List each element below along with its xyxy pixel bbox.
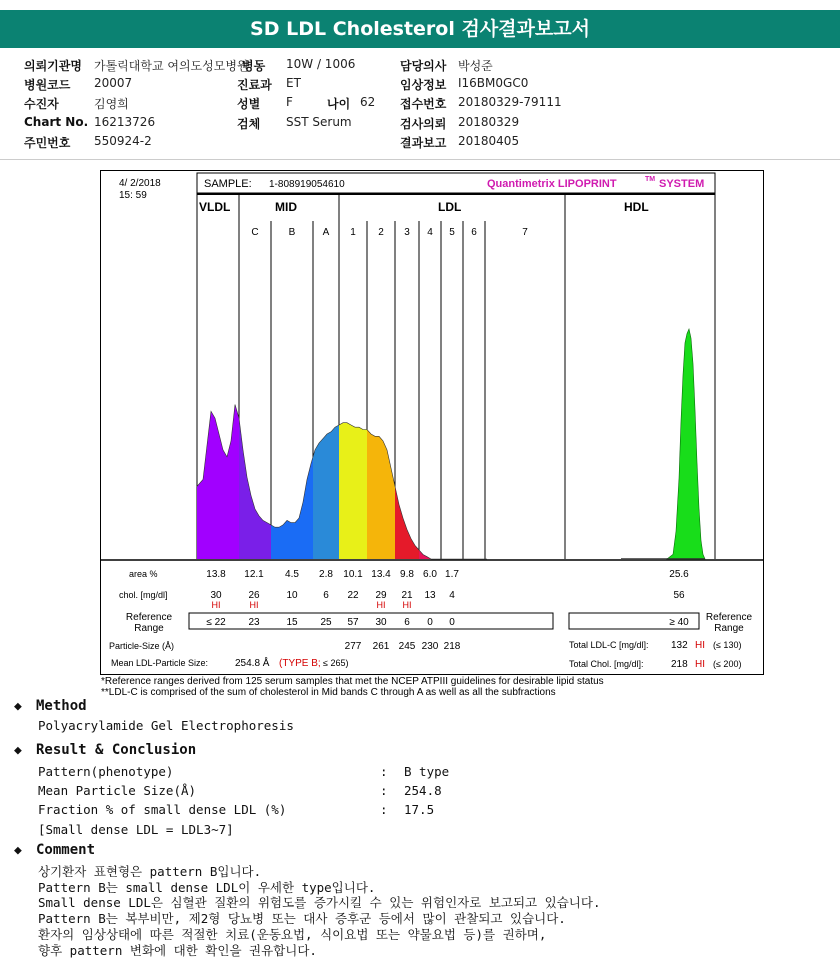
hi-flag: HI [402,600,412,610]
chart-footnotes [101,676,604,698]
method-title: Method [36,698,87,714]
ldl2-area [367,430,395,560]
hdl-peak [667,329,705,559]
comment-title: Comment [36,842,96,858]
total-chol-value: 218 [671,659,688,670]
area-pct-cell: 25.6 [669,569,689,580]
row-label-ref1-right: Reference [705,612,753,623]
result-label: Fraction % of small dense LDL (%) [38,802,287,817]
mean-size-label: Mean LDL-Particle Size: [111,658,209,668]
hi-flag: HI [376,600,386,610]
chol-cell: 10 [286,590,298,601]
footnote-1: *Reference ranges derived from 125 serum samples that met the NCEP ATPIII guidelines for desirable lipid status [101,676,604,687]
chol-cell: 30 [210,590,222,601]
comment-line: Pattern B는 복부비만, 제2형 당뇨병 또는 대사 증후군 등에서 많이 관찰되고 있습니다. [38,911,566,926]
diamond-bullet-icon: ◆ [14,743,22,758]
hospital-code-label: 병원코드 [24,78,71,92]
area-pct-cell: 2.8 [319,569,333,580]
total-chol-hi: HI [695,659,705,670]
chol-cell: 56 [673,590,685,601]
report-date-label: 결과보고 [400,136,447,150]
sample-label: SAMPLE: [204,178,252,190]
area-pct-cell: 10.1 [343,569,363,580]
band-label-a: A [322,227,330,238]
area-pct-cell: 13.8 [206,569,226,580]
group-hdl: HDL [624,200,649,214]
band-labels [251,227,528,238]
reference-cell: 6 [404,617,410,628]
chol-cell: 13 [424,590,436,601]
area-pct-cell: 6.0 [423,569,437,580]
reference-cell: ≥ 40 [669,617,689,628]
chol-cell: 26 [248,590,260,601]
chart-date: 4/ 2/2018 [119,178,161,189]
patient-info-header [0,52,840,160]
chol-cell: 22 [347,590,359,601]
brand-tail: SYSTEM [659,178,705,190]
result-title: Result & Conclusion [36,742,197,758]
reference-cell: 0 [449,617,455,628]
particle-size-cell: 245 [398,641,416,652]
total-ldl-label: Total LDL-C [mg/dl]: [569,640,649,650]
band-label-b: B [288,227,296,238]
row-label-chol: chol. [mg/dl] [119,590,168,600]
area-pct-cell: 1.7 [445,569,459,580]
ldl3-area [395,486,419,559]
mean-size-value: 254.8 Å [235,658,270,669]
particle-size-cell: 261 [372,641,390,652]
age-label: 나이 [327,97,351,111]
reference-cell: ≤ 22 [206,617,226,628]
area-pct-cell: 4.5 [285,569,299,580]
specimen-label: 검체 [237,117,261,131]
request-date-label: 검사의뢰 [400,117,447,131]
resident-no-label: 주민번호 [24,136,71,150]
result-label: Pattern(phenotype) [38,764,174,779]
group-ldl: LDL [438,200,462,214]
band-label-3: 3 [404,227,410,238]
area-pct-cell: 13.4 [371,569,391,580]
lipoprint-chart [100,170,764,675]
row-label-ref1: Reference [125,612,173,623]
band-label-4: 4 [427,227,433,238]
row-label-ref2-right: Range [714,623,744,634]
particle-size-cell: 230 [421,641,439,652]
result-label: Mean Particle Size(Å) [38,783,197,798]
comment-line: Pattern B는 small dense LDL이 우세한 type입니다. [38,880,376,895]
band-label-2: 2 [378,227,384,238]
clinical-info-label: 임상정보 [400,78,447,92]
patient-value: 김영희 [94,97,129,111]
comment-heading [14,842,95,858]
particle-size-cell: 218 [443,641,461,652]
mid-b-area [271,457,313,559]
area-pct-cell: 9.8 [400,569,414,580]
reference-cell: 23 [248,617,260,628]
mid-a-area [313,425,339,559]
hi-flag: HI [211,600,221,610]
result-note: [Small dense LDL = LDL3~7] [38,822,234,837]
result-heading [14,742,196,758]
department-value: ET [286,76,301,90]
reference-cell: 30 [375,617,387,628]
band-label-c: C [251,227,259,238]
reference-box-left [189,613,553,629]
method-text: Polyacrylamide Gel Electrophoresis [38,718,294,733]
footnote-2: **LDL-C is comprised of the sum of cholesterol in Mid bands C through A as well as all the subfractions [101,687,556,698]
comment-line: Small dense LDL은 심혈관 질환의 위험도를 증가시킬 수 있는 위험인자로 보고되고 있습니다. [38,895,601,910]
reference-cell: 15 [286,617,298,628]
age-value: 62 [360,95,376,109]
total-chol-label: Total Chol. [mg/dl]: [569,659,644,669]
total-ldl-hi: HI [695,640,705,651]
reference-cell: 25 [320,617,332,628]
total-ldl-value: 132 [671,640,688,651]
clinical-info-value: I16BM0GC0 [458,76,529,90]
report-date-value: 20180405 [458,134,520,148]
request-date-value: 20180329 [458,115,520,129]
row-label-particle: Particle-Size (Å) [109,641,175,651]
ward-label: 병동 [242,59,266,73]
resident-no-value: 550924-2 [94,134,152,148]
ldl4-area [419,550,441,559]
reference-cell: 57 [347,617,359,628]
row-label-area: area % [129,569,158,579]
result-value: 254.8 [404,783,442,798]
ward-value: 10W / 1006 [286,57,356,71]
diamond-bullet-icon: ◆ [14,699,22,714]
chol-cell: 21 [401,590,413,601]
institution-label: 의뢰기관명 [24,59,82,73]
mean-size-type: (TYPE B; [279,658,321,669]
sex-label: 성별 [237,97,261,111]
electrophoresis-profile [197,329,705,559]
chart-no-label: Chart No. [24,115,89,129]
receipt-no-value: 20180329-79111 [458,95,562,109]
institution-value: 가톨릭대학교 여의도성모병원 [94,59,249,73]
report-title: SD LDL Cholesterol 검사결과보고서 [0,10,840,48]
brand-tm: TM [645,176,656,183]
chol-cell: 4 [449,590,455,601]
group-vldl: VLDL [199,200,231,214]
hospital-code-value: 20007 [94,76,133,90]
area-pct-cell: 12.1 [244,569,264,580]
comment-line: 향후 pattern 변화에 대한 확인을 권유합니다. [38,943,317,958]
receipt-no-label: 접수번호 [400,97,447,111]
result-colon: : [380,802,388,817]
mid-c-area [239,418,271,559]
total-ldl-ref: (≤ 130) [713,640,742,650]
chart-no-value: 16213726 [94,115,156,129]
sample-id: 1-808919054610 [269,179,345,190]
lipoprint-chart-svg [101,171,763,674]
reference-cell: 0 [427,617,433,628]
row-label-ref2: Range [134,623,164,634]
sex-value: F [286,95,293,109]
band-label-7: 7 [522,227,528,238]
band-label-5: 5 [449,227,455,238]
ldl1-area [339,423,367,559]
total-chol-ref: (≤ 200) [713,659,742,669]
comment-line: 상기환자 표현형은 pattern B입니다. [38,864,262,879]
brand-main: Quantimetrix LIPOPRINT [487,178,617,190]
patient-label: 수진자 [24,97,59,111]
band-label-1: 1 [350,227,356,238]
specimen-value: SST Serum [286,115,352,129]
doctor-value: 박성준 [458,59,493,73]
department-label: 진료과 [237,78,272,92]
method-heading [14,698,87,714]
mean-size-ref: ≤ 265) [323,658,349,668]
comment-line: 환자의 임상상태에 따른 적절한 치료(운동요법, 식이요법 또는 약물요법 등)를 권하며, [38,927,547,942]
result-value: B type [404,764,450,779]
result-colon: : [380,764,388,779]
particle-size-cell: 277 [344,641,362,652]
band-label-6: 6 [471,227,477,238]
result-colon: : [380,783,388,798]
result-value: 17.5 [404,802,435,817]
group-mid: MID [275,200,297,214]
chol-cell: 6 [323,590,329,601]
doctor-label: 담당의사 [400,59,447,73]
chol-cell: 29 [375,590,387,601]
hi-flag: HI [249,600,259,610]
chart-time: 15: 59 [119,190,147,201]
diamond-bullet-icon: ◆ [14,843,22,858]
